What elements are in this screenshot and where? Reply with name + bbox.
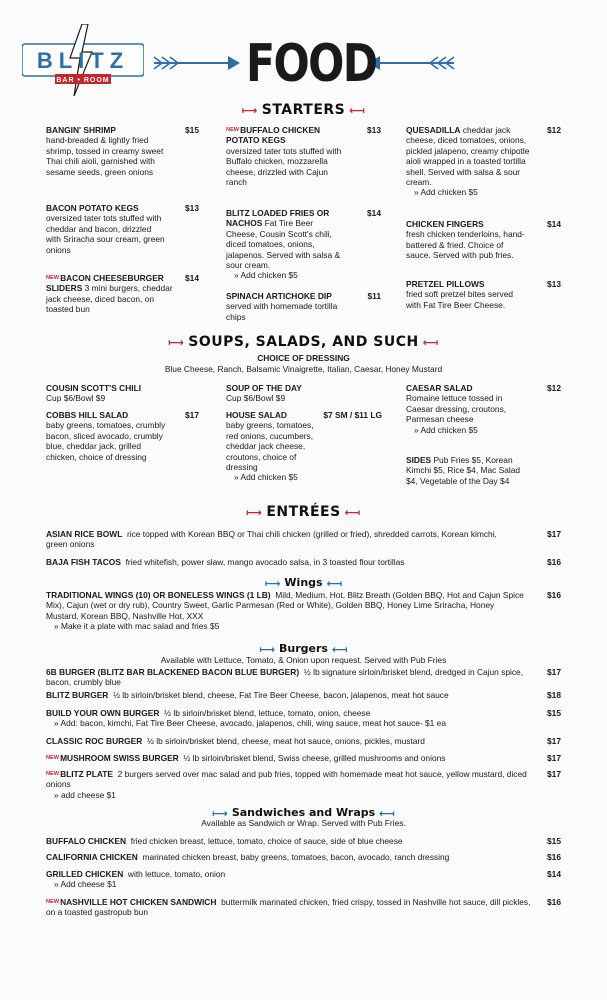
arrow-decoration-icon: ⟼ <box>241 103 258 117</box>
item-desc: served with homemade tortilla chips <box>226 301 338 322</box>
item-name: SIDES <box>406 455 432 465</box>
item-desc: fresh chicken tenderloins, hand-battered & fried. Choice of sauce. Served with pub fries. <box>406 229 525 261</box>
list-item <box>406 125 532 198</box>
item-name: BLITZ PLATE <box>60 769 113 779</box>
blitz-logo <box>22 24 144 96</box>
item-name: MUSHROOM SWISS BURGER <box>60 753 179 763</box>
burgers-note: Available with Lettuce, Tomato, & Onion upon request. Served with Pub Fries <box>160 655 447 665</box>
item-price: $16 <box>547 557 561 567</box>
item-price: $14 <box>367 208 381 218</box>
item-desc: Pub Fries $5, Korean Kimchi $5, Rice $4, Mac Salad $4, Vegetable of the Day $4 <box>406 455 521 486</box>
list-item <box>46 708 534 729</box>
new-badge: NEW <box>46 771 60 777</box>
item-price: $17 <box>547 753 561 763</box>
item-desc: with lettuce, tomato, onion <box>127 869 226 879</box>
item-addon: » Add chicken $5 <box>234 270 298 281</box>
list-item <box>46 529 516 550</box>
list-item <box>46 557 516 567</box>
arrow-decoration-icon: ⟻ <box>344 505 361 519</box>
list-item <box>226 208 344 281</box>
list-item <box>46 383 176 404</box>
list-item <box>46 690 534 700</box>
list-item <box>46 410 166 462</box>
item-desc: 2 burgers served over mac salad and pub fries, topped with homemade meat hot sauce, yellow mustard, diced onions <box>46 769 527 790</box>
item-desc: fried whitefish, power slaw, mango avocado salsa, in 3 toasted flour tortillas <box>125 557 405 567</box>
entrees-heading <box>0 504 607 520</box>
wings-heading <box>0 576 607 590</box>
item-price: $18 <box>547 690 561 700</box>
burgers-title: Burgers <box>279 642 328 655</box>
arrow-decoration-icon: ⟻ <box>349 103 366 117</box>
item-addon: » Make it a plate with mac salad and fries $5 <box>54 621 220 632</box>
list-item <box>46 897 534 918</box>
item-desc: baby greens, tomatoes, red onions, cucumbers, cheddar jack cheese, croutons, choice of dressing <box>226 420 314 473</box>
list-item <box>46 667 534 688</box>
list-item <box>46 852 534 862</box>
item-name: 6B BURGER (BLITZ BAR BLACKENED BACON BLUE BURGER) <box>46 667 300 677</box>
list-item <box>226 383 356 404</box>
item-name: CALIFORNIA CHICKEN <box>46 852 138 862</box>
new-badge: NEW <box>226 127 240 133</box>
list-item <box>406 455 526 486</box>
svg-text:BAR • ROOM: BAR • ROOM <box>56 77 110 84</box>
item-price: $15 <box>547 708 561 718</box>
item-name: ASIAN RICE BOWL <box>46 529 123 539</box>
item-desc: hand-breaded & lightly fried shrimp, tossed in creamy sweet Thai chili aioli, garnished with sesame seeds, green onions <box>46 135 164 177</box>
item-price: $17 <box>547 529 561 539</box>
arrow-decoration-icon: ⟼ <box>246 505 263 519</box>
item-name: CHICKEN FINGERS <box>406 219 484 229</box>
item-desc: marinated chicken breast, baby greens, tomatoes, bacon, avocado, ranch dressing <box>142 852 450 862</box>
list-item <box>406 383 530 435</box>
list-item <box>46 836 534 846</box>
soups-title: SOUPS, SALADS, AND SUCH <box>188 334 419 350</box>
item-price: $13 <box>547 279 561 289</box>
item-name: HOUSE SALAD <box>226 410 287 420</box>
arrow-decoration-icon: ⟻ <box>331 642 348 656</box>
arrow-decoration-icon: ⟻ <box>379 806 395 820</box>
item-desc: 3 mini burgers, cheddar jack cheese, diced bacon, on toasted bun <box>46 283 173 315</box>
arrow-decoration-icon: ⟼ <box>212 806 228 820</box>
item-desc: fried soft pretzel bites served with Fat Tire Beer Cheese. <box>406 289 514 310</box>
item-name: BACON CHEESEBURGER SLIDERS <box>46 273 164 294</box>
list-item <box>226 291 346 322</box>
item-desc: fried chicken breast, lettuce, tomato, choice of sauce, side of blue cheese <box>130 836 403 846</box>
arrow-right-icon <box>152 52 244 74</box>
item-name: CLASSIC ROC BURGER <box>46 736 143 746</box>
new-badge: NEW <box>46 899 60 905</box>
item-desc: buttermilk marinated chicken, fried crispy, tossed in Nashville hot sauce, dill pickles, on a toasted gastropub bun <box>46 897 531 918</box>
list-item <box>406 279 530 310</box>
list-item <box>46 753 534 763</box>
item-name: QUESADILLA <box>406 125 461 135</box>
item-desc: ½ lb sirloin/brisket blend, Swiss cheese, grilled mushrooms and onions <box>183 753 446 763</box>
list-item <box>46 125 166 177</box>
item-price: $16 <box>547 590 561 600</box>
item-addon: » Add: bacon, kimchi, Fat Tire Beer Cheese, avocado, jalapenos, chili, wing sauce, meat hot sauce- $1 ea <box>54 718 446 729</box>
item-name: TRADITIONAL WINGS (10) OR BONELESS WINGS (1 LB) <box>46 590 271 600</box>
item-name: BACON POTATO KEGS <box>46 203 139 213</box>
list-item <box>406 219 530 261</box>
item-name: BANGIN' SHRIMP <box>46 125 116 135</box>
svg-text:BLITZ: BLITZ <box>36 48 130 73</box>
item-price: $17 <box>547 667 561 677</box>
item-name: BUFFALO CHICKEN POTATO KEGS <box>226 125 321 146</box>
item-desc: oversized tater tots stuffed with cheddar and bacon, drizzled with Sriracha sour cream, green onions <box>46 213 165 255</box>
starters-heading <box>0 102 607 118</box>
item-addon: » Add chicken $5 <box>234 472 298 483</box>
arrow-decoration-icon: ⟻ <box>326 576 343 590</box>
wings-title: Wings <box>284 576 323 589</box>
item-price: $14 <box>547 869 561 879</box>
item-price: $14 <box>547 219 561 229</box>
item-price: $17 <box>185 410 199 420</box>
arrow-left-icon <box>364 52 456 74</box>
item-price: $15 <box>547 836 561 846</box>
item-desc: ½ lb sirloin/brisket blend, lettuce, tomato, onion, cheese <box>164 708 371 718</box>
item-name: CAESAR SALAD <box>406 383 473 393</box>
item-price: $14 <box>185 273 199 283</box>
list-item <box>46 736 534 746</box>
list-item <box>46 203 166 255</box>
item-desc: cheddar jack cheese, diced tomatoes, onions, pickled jalapeno, creamy chipotle aioli wrapped in a toasted tortilla shell. Served with salsa & sour cream. <box>406 125 530 188</box>
item-desc: Fat Tire Beer Cheese, Cousin Scott's chili, diced tomatoes, onions, jalapenos. Served with salsa & sour cream. <box>226 218 341 271</box>
item-name: BLITZ BURGER <box>46 690 109 700</box>
item-name: COBBS HILL SALAD <box>46 410 129 420</box>
item-desc: Mild, Medium, Hot, Blitz Breath (Golden BBQ, Hot and Cajun Spice Mix), Cajun (wet or dry rub), Country Sweet, Garlic Parmesan (Red or White), Golden BBQ, Honey Lime Sriracha, Honey Mustard, Korean BBQ, Nashville Hot, XXX <box>46 590 524 621</box>
item-name: PRETZEL PILLOWS <box>406 279 485 289</box>
arrow-decoration-icon: ⟼ <box>264 576 281 590</box>
list-item <box>46 769 534 800</box>
burgers-heading <box>0 642 607 656</box>
list-item <box>46 590 526 632</box>
item-price: $12 <box>547 383 561 393</box>
arrow-decoration-icon: ⟼ <box>167 335 185 349</box>
list-item <box>226 125 344 187</box>
item-name: GRILLED CHICKEN <box>46 869 124 879</box>
list-item <box>46 869 534 890</box>
new-badge: NEW <box>46 755 60 761</box>
entrees-title: ENTRÉES <box>266 504 341 520</box>
item-name: BUFFALO CHICKEN <box>46 836 127 846</box>
item-price: $16 <box>547 897 561 907</box>
starters-title: STARTERS <box>261 102 346 118</box>
dressing-list: Blue Cheese, Ranch, Balsamic Vinaigrette, Italian, Caesar, Honey Mustard <box>164 364 443 374</box>
item-desc: oversized tater tots stuffed with Buffalo chicken, mozzarella cheese, drizzled with Cajun ranch <box>226 145 342 188</box>
item-price: $16 <box>547 852 561 862</box>
item-price: $17 <box>547 769 561 779</box>
item-desc: ½ lb signature sirloin/brisket blend, dredged in Cajun spice, bacon, crumbly blue <box>46 667 524 688</box>
list-item <box>226 410 326 483</box>
sandwiches-note: Available as Sandwich or Wrap. Served with Pub Fries. <box>201 818 406 828</box>
new-badge: NEW <box>46 275 60 281</box>
list-item <box>46 273 174 315</box>
item-price: $13 <box>367 125 381 135</box>
item-price: $13 <box>185 203 199 213</box>
item-name: NASHVILLE HOT CHICKEN SANDWICH <box>60 897 217 907</box>
item-addon: » add cheese $1 <box>54 789 116 800</box>
item-desc: rice topped with Korean BBQ or Thai chili chicken (grilled or fried), shredded carrots, Korean kimchi, green onions <box>46 529 497 550</box>
item-name: BLITZ LOADED FRIES OR NACHOS <box>226 208 330 229</box>
sandwiches-title: Sandwiches and Wraps <box>231 806 376 819</box>
item-price: $17 <box>547 736 561 746</box>
item-desc: ½ lb sirloin/brisket blend, cheese, meat hot sauce, onions, pickles, mustard <box>146 736 425 746</box>
soups-heading <box>0 334 607 350</box>
item-price: $15 <box>185 125 199 135</box>
dressing-title: CHOICE OF DRESSING <box>257 353 350 363</box>
item-addon: » Add chicken $5 <box>414 424 478 435</box>
item-price: $11 <box>367 291 381 301</box>
item-desc: Romaine lettuce tossed in Caesar dressing, croutons, Parmesan cheese <box>406 393 507 425</box>
item-addon: » Add cheese $1 <box>54 879 117 890</box>
arrow-decoration-icon: ⟻ <box>422 335 439 349</box>
page-title: FOOD <box>246 34 377 94</box>
item-name: COUSIN SCOTT'S CHILI <box>46 383 142 393</box>
item-price: $12 <box>547 125 561 135</box>
arrow-decoration-icon: ⟼ <box>259 642 276 656</box>
item-desc: Cup $6/Bowl $9 <box>46 393 106 404</box>
item-desc: baby greens, tomatoes, crumbly bacon, sliced avocado, crumbly blue, cheddar jack, grilled chicken, choice of dressing <box>46 420 166 462</box>
item-name: BUILD YOUR OWN BURGER <box>46 708 160 718</box>
item-desc: Cup $6/Bowl $9 <box>226 393 286 404</box>
item-name: SPINACH ARTICHOKE DIP <box>226 291 332 301</box>
item-name: SOUP OF THE DAY <box>226 383 302 393</box>
item-name: BAJA FISH TACOS <box>46 557 121 567</box>
item-price: $7 SM / $11 LG <box>323 410 382 420</box>
item-addon: » Add chicken $5 <box>414 187 478 198</box>
item-desc: ½ lb sirloin/brisket blend, cheese, Fat Tire Beer Cheese, bacon, jalapenos, meat hot sauce <box>113 690 449 700</box>
